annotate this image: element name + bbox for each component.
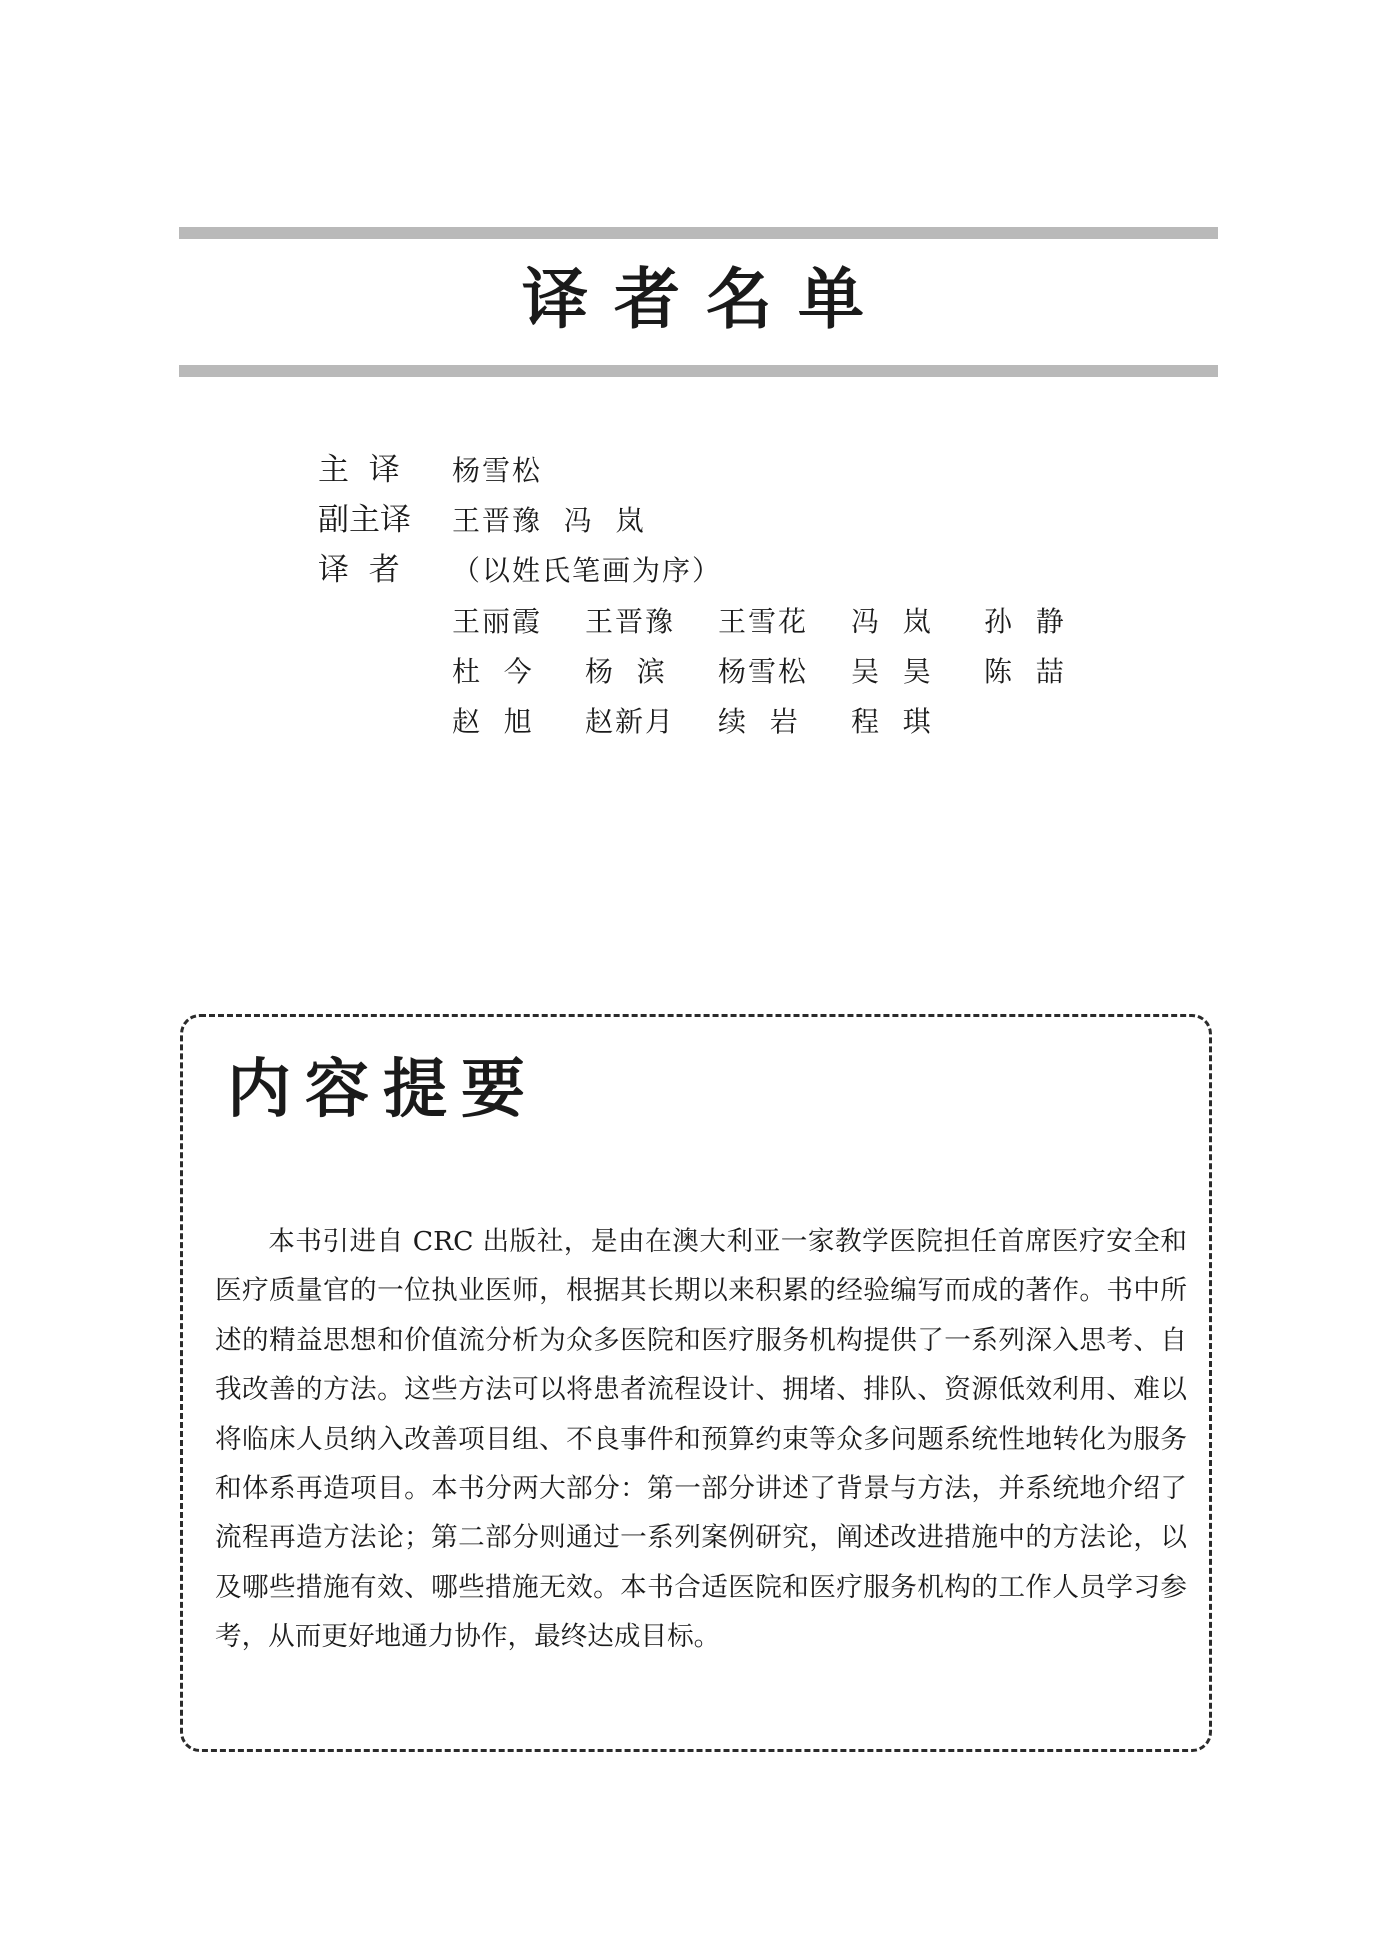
translator-name-line (452, 645, 1118, 695)
translator-name: 赵 旭 (452, 705, 534, 738)
summary-body: 本书引进自 CRC 出版社，是由在澳大利亚一家教学医院担任首席医疗安全和医疗质量官的一位执业医师，根据其长期以来积累的经验编写而成的著作。书中所述的精益思想和价值流分析为众多医院和医疗服务机构提供了一系列深入思考、自我改善的方法。这些方法可以将患者流程设计、拥堵、排队、资源低效利用、难以将临床人员纳入改善项目组、不良事件和预算约束等众多问题系统性地转化为服务和体系再造项目。本书分两大部分：第一部分讲述了背景与方法，并系统地介绍了流程再造方法论；第二部分则通过一系列案例研究，阐述改进措施中的方法论，以及哪些措施有效、哪些措施无效。本书合适医院和医疗服务机构的工作人员学习参考，从而更好地通力协作，最终达成目标。 (215, 1226, 1187, 1653)
translator-name: 杨雪松 (718, 655, 809, 688)
chief-translator-name: 杨雪松 (452, 454, 543, 487)
chief-translator-label: 主 译 (318, 452, 400, 488)
translator-name: 孙 静 (984, 605, 1066, 638)
translators-label: 译 者 (318, 552, 400, 588)
translator-name-line (452, 595, 1118, 645)
summary-box (180, 1014, 1212, 1752)
deputy-translator-label: 副主译 (318, 502, 411, 538)
deputy-translator-row (318, 495, 1118, 545)
translator-name: 程 琪 (851, 705, 933, 738)
deputy-translator-names: 王晋豫 冯 岚 (452, 504, 646, 537)
translator-name: 赵新月 (585, 705, 676, 738)
summary-title: 内容提要 (227, 1053, 539, 1127)
translators-order-note: （以姓氏笔画为序） (452, 554, 723, 587)
translator-name: 王丽霞 (452, 605, 543, 638)
chief-translator-row (318, 445, 1118, 495)
translator-name-grid (452, 595, 1118, 745)
translator-name: 冯 岚 (851, 605, 933, 638)
translator-name: 吴 昊 (851, 655, 933, 688)
translator-name-line (452, 695, 1118, 745)
translator-name: 杜 今 (452, 655, 534, 688)
translator-name: 陈 喆 (984, 655, 1066, 688)
translator-name: 杨 滨 (585, 655, 667, 688)
title-rule-top (179, 227, 1218, 239)
translators-row (318, 545, 1118, 595)
title-rule-bottom (179, 365, 1218, 377)
translator-name: 王雪花 (718, 605, 809, 638)
page-title: 译者名单 (522, 261, 890, 338)
translator-name: 续 岩 (718, 705, 800, 738)
translator-credits (318, 445, 1118, 745)
translator-name: 王晋豫 (585, 605, 676, 638)
